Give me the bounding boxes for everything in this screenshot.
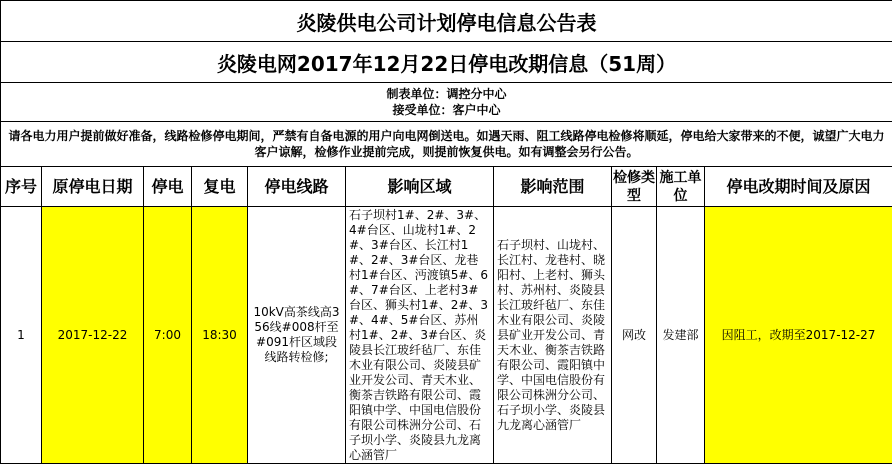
cell-restore: 18:30 bbox=[192, 207, 248, 464]
header-unit: 施工单位 bbox=[657, 167, 705, 207]
cell-range: 石子坝村、山垅村、长江村、龙巷村、晓阳村、上老村、狮头村、苏州村、炎陵县长江玻纤毡厂、东佳木业有限公司、炎陵县矿业开发公司、青天木业、衡茶吉铁路有限公司、霞阳镇中学、中国电信股份有限公司株洲分公司、石子坝小学、炎陵县九龙离心涵管厂 bbox=[494, 207, 612, 464]
cell-seq: 1 bbox=[1, 207, 42, 464]
cell-area: 石子坝村1#、2#、3#、4#台区、山垅村1#、2#、3#台区、长江村1#、2#、3#台区、龙巷村1#台区、沔渡镇5#、6#、7#台区、上老村3#台区、狮头村1#、2#、3#、4#、5#台区、苏州村1#、2#、3#台区、炎陵县长江玻纤毡厂、东佳木业有限公司、炎陵县矿业开发公司、青天木业、衡茶吉铁路有限公司、霞阳镇中学、中国电信股份有限公司株洲分公司、石子坝小学、炎陵县九龙离心涵管厂 bbox=[346, 207, 494, 464]
cell-unit: 发建部 bbox=[657, 207, 705, 464]
header-type: 检修类型 bbox=[612, 167, 657, 207]
page-subtitle: 炎陵电网2017年12月22日停电改期信息（51周） bbox=[1, 42, 892, 83]
header-area: 影响区域 bbox=[346, 167, 494, 207]
received-by: 接受单位：客户中心 bbox=[392, 103, 501, 117]
cell-reason: 因阻工，改期至2017-12-27 bbox=[705, 207, 892, 464]
header-row bbox=[1, 167, 892, 207]
header-restore: 复电 bbox=[192, 167, 248, 207]
notice-text: 请各电力用户提前做好准备，线路检修停电期间，严禁有自备电源的用户向电网倒送电。如遇天雨、阻工线路停电检修将顺延，停电给大家带来的不便，诚望广大电力客户谅解，检修作业提前完成，则提前恢复供电。如有调整会另行公告。 bbox=[1, 122, 892, 167]
prepared-by: 制表单位：调控分中心 bbox=[386, 87, 507, 101]
header-orig-date: 原停电日期 bbox=[42, 167, 144, 207]
cell-line: 10kV高茶线高356线#008杆至#091杆区域段线路转检修; bbox=[248, 207, 346, 464]
cell-type: 网改 bbox=[612, 207, 657, 464]
page-title: 炎陵供电公司计划停电信息公告表 bbox=[1, 1, 892, 42]
header-range: 影响范围 bbox=[494, 167, 612, 207]
header-stop: 停电 bbox=[144, 167, 192, 207]
header-line: 停电线路 bbox=[248, 167, 346, 207]
units-cell bbox=[1, 83, 892, 122]
header-reason: 停电改期时间及原因 bbox=[705, 167, 892, 207]
table-row bbox=[1, 207, 892, 464]
cell-orig-date: 2017-12-22 bbox=[42, 207, 144, 464]
header-seq: 序号 bbox=[1, 167, 42, 207]
cell-stop: 7:00 bbox=[144, 207, 192, 464]
